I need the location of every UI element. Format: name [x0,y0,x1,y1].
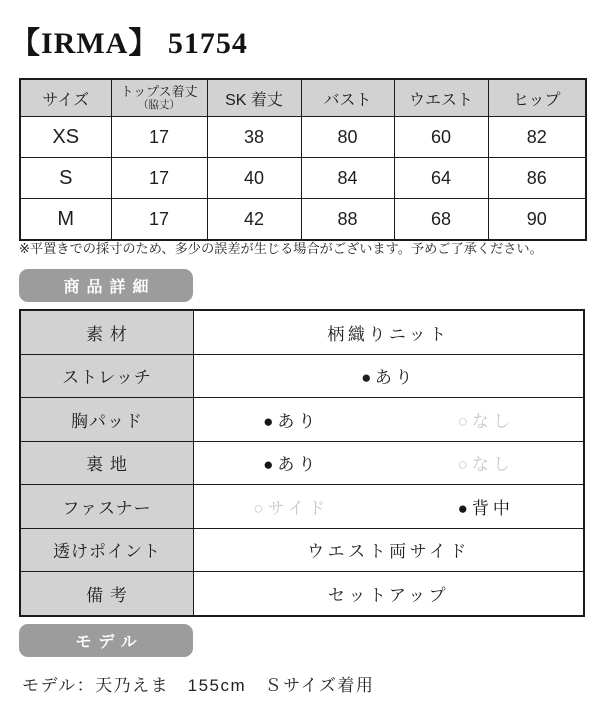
cell-bust: 84 [301,158,394,199]
cell-size: XS [20,117,111,158]
cell-waist: 68 [394,199,488,241]
detail-label-stretch: ストレッチ [20,354,194,398]
details-heading-label: 商品詳細 [63,279,156,296]
cell-tops: 17 [111,117,207,158]
cell-hip: 86 [488,158,586,199]
detail-value-fastener [194,485,585,529]
model-heading-label: モデル [75,634,144,651]
lining-options [194,450,583,475]
pad-option-no: ○なし [457,411,514,431]
cell-waist: 60 [394,117,488,158]
detail-label-lining: 裏 地 [20,441,194,485]
page-title: 【IRMA】 51754 [10,27,248,60]
cell-hip: 90 [488,199,586,241]
detail-row-stretch [20,354,584,398]
detail-label-sheer: 透けポイント [20,528,194,572]
pad-option-yes: ●あり [263,411,320,431]
cell-size: M [20,199,111,241]
detail-value-material: 柄織りニット [194,310,585,354]
detail-label-fastener: ファスナー [20,485,194,529]
cell-sk: 38 [207,117,301,158]
measurement-note: ※平置きでの採寸のため、多少の誤差が生じる場合がございます。予めご了承ください。 [19,241,543,256]
cell-bust: 80 [301,117,394,158]
detail-row-fastener [20,485,584,529]
col-header-sk: SK 着丈 [207,79,301,117]
detail-row-pad [20,398,584,442]
detail-label-pad: 胸パッド [20,398,194,442]
model-heading-badge [19,624,193,657]
detail-value-lining [194,441,585,485]
col-header-bust: バスト [301,79,394,117]
size-row-m [20,199,586,241]
fastener-option-side: ○サイド [253,498,330,518]
lining-option-no: ○なし [457,455,514,475]
col-header-tops-line1: トップス着丈 [120,84,198,99]
detail-row-lining [20,441,584,485]
col-header-tops [111,79,207,117]
model-info: モデル：天乃えま 155cm Ｓサイズ着用 [22,676,375,695]
pad-options [194,407,583,432]
detail-row-sheer [20,528,584,572]
details-table [19,309,585,617]
col-header-size: サイズ [20,79,111,117]
size-row-xs [20,117,586,158]
detail-row-remarks [20,572,584,616]
size-table-header-row [20,79,586,117]
detail-value-sheer: ウエスト両サイド [194,528,585,572]
detail-label-material: 素 材 [20,310,194,354]
cell-bust: 88 [301,199,394,241]
cell-hip: 82 [488,117,586,158]
detail-value-remarks: セットアップ [194,572,585,616]
size-row-s [20,158,586,199]
fastener-option-back: ●背中 [457,498,514,518]
col-header-hip: ヒップ [488,79,586,117]
col-header-tops-line2: （脇丈） [138,99,180,111]
cell-sk: 42 [207,199,301,241]
details-heading-badge [19,269,193,302]
cell-sk: 40 [207,158,301,199]
cell-tops: 17 [111,158,207,199]
detail-value-pad [194,398,585,442]
detail-value-stretch: ●あり [194,354,585,398]
size-table [19,78,587,241]
detail-label-remarks: 備 考 [20,572,194,616]
cell-size: S [20,158,111,199]
cell-tops: 17 [111,199,207,241]
fastener-options [194,494,583,519]
col-header-waist: ウエスト [394,79,488,117]
detail-row-material [20,310,584,354]
cell-waist: 64 [394,158,488,199]
lining-option-yes: ●あり [263,455,320,475]
